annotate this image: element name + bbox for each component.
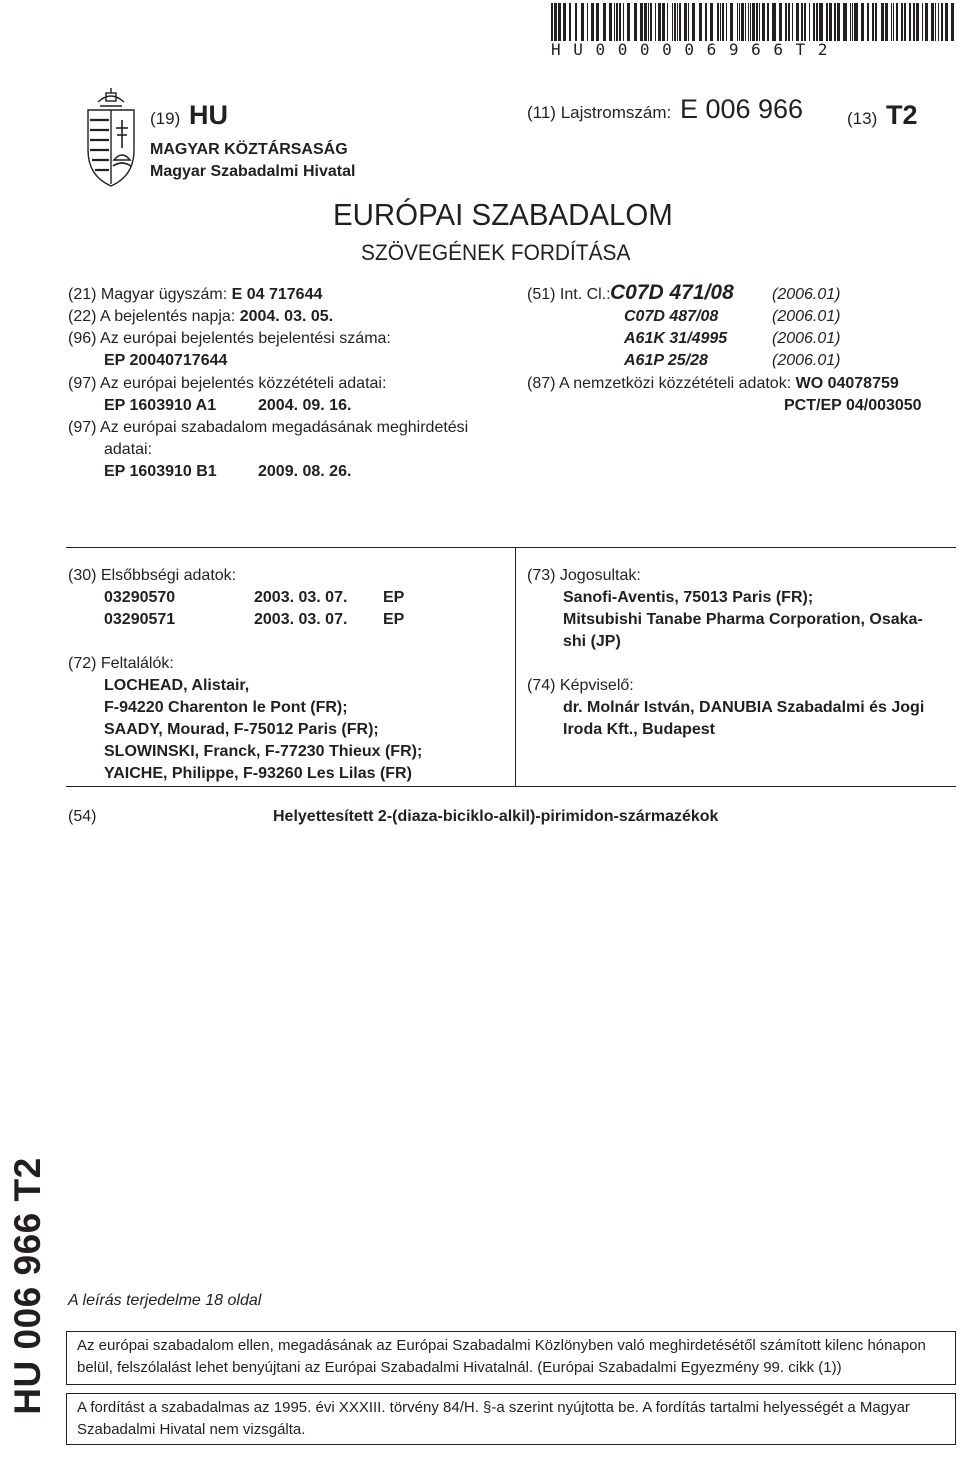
- owner-line-2: Mitsubishi Tanabe Pharma Corporation, Osaka-: [563, 611, 923, 628]
- field-97b-label-line2: adatai:: [104, 441, 153, 458]
- translation-notice-box: [66, 1393, 956, 1445]
- owner-line-1: Sanofi-Aventis, 75013 Paris (FR);: [563, 589, 814, 606]
- field-96-value: EP 20040717644: [104, 352, 228, 369]
- title-label: (54): [68, 808, 97, 825]
- field-51-label: (51) Int. Cl.:: [527, 286, 611, 303]
- coat-of-arms-logo: [76, 88, 146, 188]
- agent-firm: Iroda Kft.: [563, 721, 634, 738]
- country-code-label: (19): [150, 109, 181, 128]
- office-name: Magyar Szabadalmi Hivatal: [150, 163, 356, 180]
- agent-line-1: dr. Molnár István, DANUBIA Szabadalmi és Jogi: [563, 699, 925, 716]
- field-87: [527, 375, 899, 393]
- document-title: EURÓPAI SZABADALOM: [333, 197, 673, 232]
- registration-row: [527, 94, 803, 125]
- class-version-4: (2006.01): [772, 352, 841, 369]
- column-divider: [515, 547, 516, 787]
- kind-code: T2: [885, 100, 918, 130]
- field-97a-label: (97) Az európai bejelentés közzétételi adatai:: [68, 375, 387, 392]
- field-87-value-1: WO 04078759: [795, 375, 899, 392]
- priority-date-1: 2003. 03. 07.: [254, 589, 348, 606]
- bottom-rule: [66, 786, 956, 787]
- field-21-label: (21) Magyar ügyszám:: [68, 286, 228, 303]
- class-code-2: C07D 487/08: [624, 308, 719, 325]
- priority-label: (30) Elsőbbségi adatok:: [68, 567, 237, 584]
- registration-number: E 006 966: [679, 94, 804, 124]
- barcode-text: HU000006966T2: [551, 40, 841, 59]
- inventor-line-3: SAADY, Mourad, F-75012 Paris (FR);: [104, 721, 379, 738]
- pages-note: A leírás terjedelme 18 oldal: [68, 1292, 262, 1309]
- field-97b-label-line1: (97) Az európai szabadalom megadásának meghirdetési: [68, 419, 469, 436]
- owner-line-3: shi (JP): [563, 633, 621, 650]
- field-96-label: (96) Az európai bejelentés bejelentési száma:: [68, 330, 391, 347]
- class-version-1: (2006.01): [772, 286, 841, 303]
- field-97b-number: EP 1603910 B1: [104, 463, 217, 480]
- country-name: MAGYAR KÖZTÁRSASÁG: [150, 141, 348, 158]
- class-code-3: A61K 31/4995: [624, 330, 728, 347]
- translation-notice-text: A fordítást a szabadalmas az 1995. évi XXXIII. törvény 84/H. §-a szerint nyújtotta be. A fordítás tartalmi helyességét a Magyar Szabadalmi Hivatal nem vizsgálta.: [77, 1399, 910, 1438]
- class-version-2: (2006.01): [772, 308, 841, 325]
- field-21: [68, 286, 322, 304]
- field-87-value-2: PCT/EP 04/003050: [784, 397, 922, 414]
- kind-row: [847, 100, 917, 131]
- field-97a-number: EP 1603910 A1: [104, 397, 217, 414]
- country-code: HU: [188, 100, 228, 130]
- field-87-label: (87) A nemzetközi közzétételi adatok:: [527, 375, 792, 392]
- barcode: [551, 3, 955, 41]
- agent-line-2: [563, 721, 715, 739]
- priority-country-2: EP: [383, 611, 405, 628]
- agent-label: (74) Képviselő:: [527, 677, 634, 694]
- field-21-value: E 04 717644: [231, 286, 323, 303]
- country-code-row: [150, 100, 228, 131]
- inventor-line-4: SLOWINSKI, Franck, F-77230 Thieux (FR);: [104, 743, 423, 760]
- class-code-4: A61P 25/28: [624, 352, 708, 369]
- opposition-notice-box: [66, 1331, 956, 1385]
- class-code-1: C07D 471/08: [610, 281, 734, 304]
- field-22: [68, 308, 333, 326]
- field-97b-date: 2009. 08. 26.: [258, 463, 352, 480]
- inventor-line-5: YAICHE, Philippe, F-93260 Les Lilas (FR): [104, 765, 412, 782]
- side-publication-code: HU 006 966 T2: [7, 1157, 48, 1415]
- inventor-line-1: LOCHEAD, Alistair,: [104, 677, 250, 694]
- class-version-3: (2006.01): [772, 330, 841, 347]
- priority-date-2: 2003. 03. 07.: [254, 611, 348, 628]
- priority-number-1: 03290570: [104, 589, 176, 606]
- field-97a-date: 2004. 09. 16.: [258, 397, 352, 414]
- priority-number-2: 03290571: [104, 611, 176, 628]
- owners-label: (73) Jogosultak:: [527, 567, 641, 584]
- agent-city: , Budapest: [633, 721, 716, 738]
- registration-label: (11) Lajstromszám:: [527, 103, 672, 122]
- document-subtitle: SZÖVEGÉNEK FORDÍTÁSA: [361, 240, 631, 265]
- inventor-line-2: F-94220 Charenton le Pont (FR);: [104, 699, 348, 716]
- field-22-label: (22) A bejelentés napja:: [68, 308, 236, 325]
- inventors-label: (72) Feltalálók:: [68, 655, 174, 672]
- field-22-value: 2004. 03. 05.: [239, 308, 334, 325]
- kind-label: (13): [847, 109, 878, 128]
- priority-country-1: EP: [383, 589, 405, 606]
- opposition-notice-text: Az európai szabadalom ellen, megadásának az Európai Szabadalmi Közlönyben való meghirdetésétől számított kilenc hónapon belül, felszólalást lehet benyújtani az Európai Szabadalmi Hivatalnál. (Európai Szabadalmi Egyezmény 99. cikk (1)): [77, 1337, 926, 1376]
- invention-title: Helyettesített 2-(diaza-biciklo-alkil)-pirimidon-származékok: [273, 808, 719, 825]
- top-rule: [66, 547, 956, 548]
